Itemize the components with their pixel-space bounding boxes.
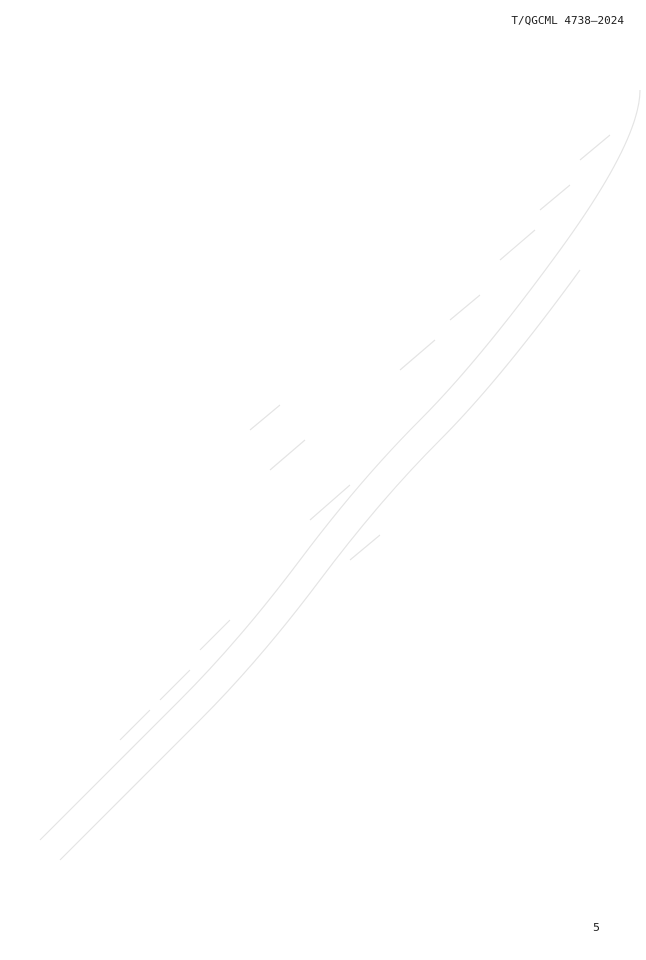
document-code: T/QGCML 4738—2024 <box>511 14 624 27</box>
page-number: 5 <box>593 921 600 934</box>
